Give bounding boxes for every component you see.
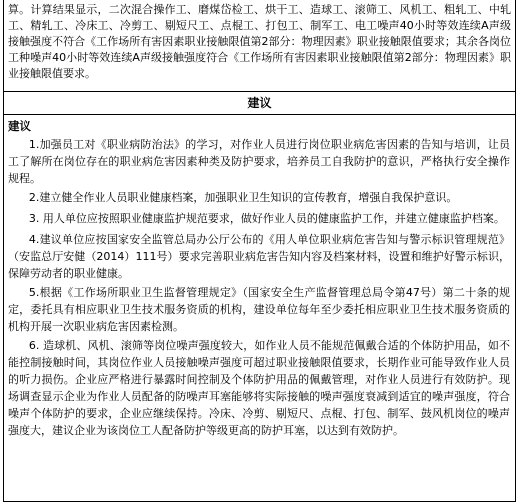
recommendation-item-3: 3. 用人单位应按照职业健康监护规范要求，做好作业人员的健康监护工作，并建立健康监护档案。 (28, 212, 505, 225)
recommendations-title: 建议 (8, 119, 31, 133)
section-header: 建议 (247, 96, 272, 110)
measurement-conclusion-text: 算。计算结果显示，二次混合操作工、磨煤岱检工、烘干工、造球工、滚筛工、风机工、粗轧工、中轧工、精轧工、冷床工、冷剪工、剔短尺工、点棍工、打包工、制军工、电工噪声40小时等效连续A声级接触强度不符合《工作场所有害因素职业接触限值第2部分：物理因素》职业接触限值要求；其余各岗位工种噪声40小时等效连续A声级接触强度符合《工作场所有害因素职业接触限值第2部分：物理因素》职业接触限值要求。 (8, 3, 511, 80)
recommendation-item-1: 1.加强员工对《职业病防治法》的学习，对作业人员进行岗位职业病危害因素的告知与培训，让员工了解所在岗位存在的职业病危害因素种类及防护要求，培养员工自我防护的意识，严格执行安全操作规程。 (8, 138, 510, 185)
recommendation-item-2: 2.建立健全作业人员职业健康档案，加强职业卫生知识的宣传教育，增强自我保护意识。 (28, 191, 458, 204)
recommendations-body (4, 118, 515, 441)
row-divider (4, 114, 515, 115)
report-table (3, 0, 516, 502)
recommendation-item-6: 6. 造球机、风机、滚筛等岗位噪声强度较大，如作业人员不能规范佩戴合适的个体防护用品，如不能控制接触时间，其岗位作业人员接触噪声强度可超过职业接触限值要求，长期作业可能导致作业人员的听力损伤。企业应严格进行暴露时间控制及个体防护用品的佩戴管理，对作业人员进行有效防护。现场调查显示企业为作业人员配备的防噪声耳塞能够将实际接触的噪声强度衰减到适宜的噪声强度，符合噪声个体防护的要求，企业应继续保持。冷床、冷剪、剔短尺、点棍、打包、制军、鼓风机岗位的噪声强度大，建议企业为该岗位工人配备防护等级更高的防护耳塞，以达到有效防护。 (8, 339, 510, 437)
recommendation-item-4: 4.建议单位应按国家安全监管总局办公厅公布的《用人单位职业病危害告知与警示标识管理规范》（安监总厅安健（2014）111号）要求完善职业病危害告知内容及档案材料，设置和维护好警示标识，保障劳动者的职业健康。 (8, 233, 510, 280)
recommendation-item-5: 5.根据《工作场所职业卫生监督管理规定》（国家安全生产监督管理总局令第47号）第二十条的规定，委托具有相应职业卫生技术服务资质的机构，建设单位每年至少委托相应职业卫生技术服务资质的机构开展一次职业病危害因素检测。 (8, 286, 510, 333)
